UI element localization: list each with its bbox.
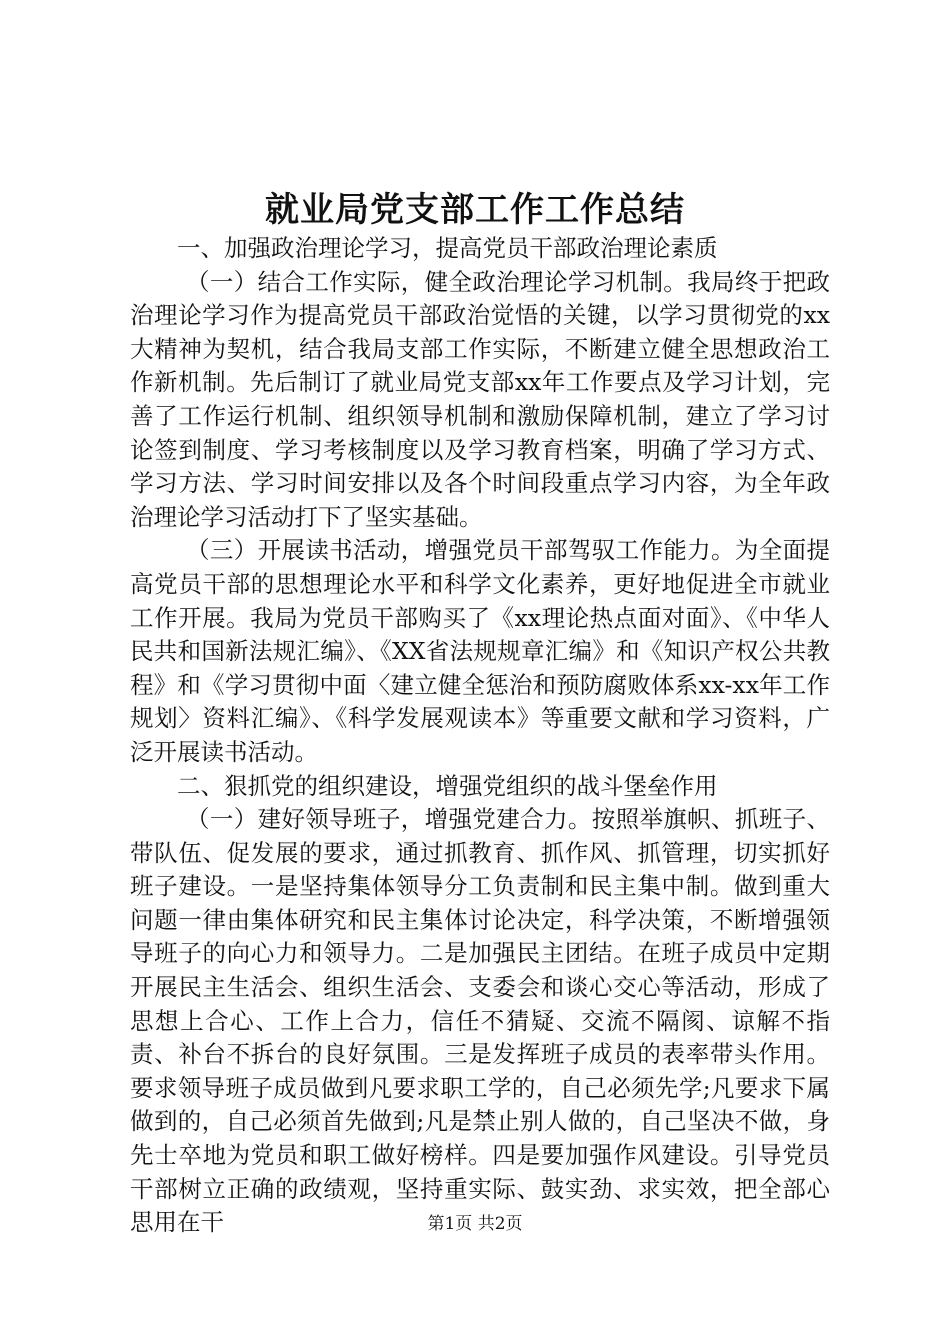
section-heading-2: 二、狠抓党的组织建设，增强党组织的战斗堡垒作用 xyxy=(177,771,718,800)
paragraph: （三）开展读书活动，增强党员干部驾驭工作能力。为全面提高党员干部的思想理论水平和科学文化素养，更好地促进全市就业工作开展。我局为党员干部购买了《xx理论热点面对面》、《中华人民共和国新法规汇编》、《XX省法规规章汇编》和《知识产权公共教程》和《学习贯彻中面〈建立健全惩治和预防腐败体系xx-xx年工作规划〉资料汇编》、《科学发展观读本》等重要文献和学习资料，广泛开展读书活动。 xyxy=(130,536,830,766)
paragraph: （一）建好领导班子，增强党建合力。按照举旗帜、抓班子、带队伍、促发展的要求，通过抓教育、抓作风、抓管理，切实抓好班子建设。一是坚持集体领导分工负责制和民主集中制。做到重大问题一律由集体研究和民主集体讨论决定，科学决策，不断增强领导班子的向心力和领导力。二是加强民主团结。在班子成员中定期开展民主生活会、组织生活会、支委会和谈心交心等活动，形成了思想上合心、工作上合力，信任不猜疑、交流不隔阂、谅解不指责、补台不拆台的良好氛围。三是发挥班子成员的表率带头作用。要求领导班子成员做到凡要求职工学的，自己必须先学;凡要求下属做到的，自己必须首先做到;凡是禁止别人做的，自己坚决不做，身先士卒地为党员和职工做好榜样。四是要加强作风建设。引导党员干部树立正确的政绩观，坚持重实际、鼓实劲、求实效，把全部心思用在干 xyxy=(130,805,830,1237)
page-footer: 第1页 共2页 xyxy=(427,1214,523,1234)
document-body xyxy=(130,232,830,1240)
document-title: 就业局党支部工作工作总结 xyxy=(265,190,685,230)
paragraph: （一）结合工作实际，健全政治理论学习机制。我局终于把政治理论学习作为提高党员干部政治觉悟的关键，以学习贯彻党的xx大精神为契机，结合我局支部工作实际，不断建立健全思想政治工作新机制。先后制订了就业局党支部xx年工作要点及学习计划，完善了工作运行机制、组织领导机制和激励保障机制，建立了学习讨论签到制度、学习考核制度以及学习教育档案，明确了学习方式、学习方法、学习时间安排以及各个时间段重点学习内容，为全年政治理论学习活动打下了坚实基础。 xyxy=(130,267,830,531)
section-heading-1: 一、加强政治理论学习，提高党员干部政治理论素质 xyxy=(177,234,718,262)
